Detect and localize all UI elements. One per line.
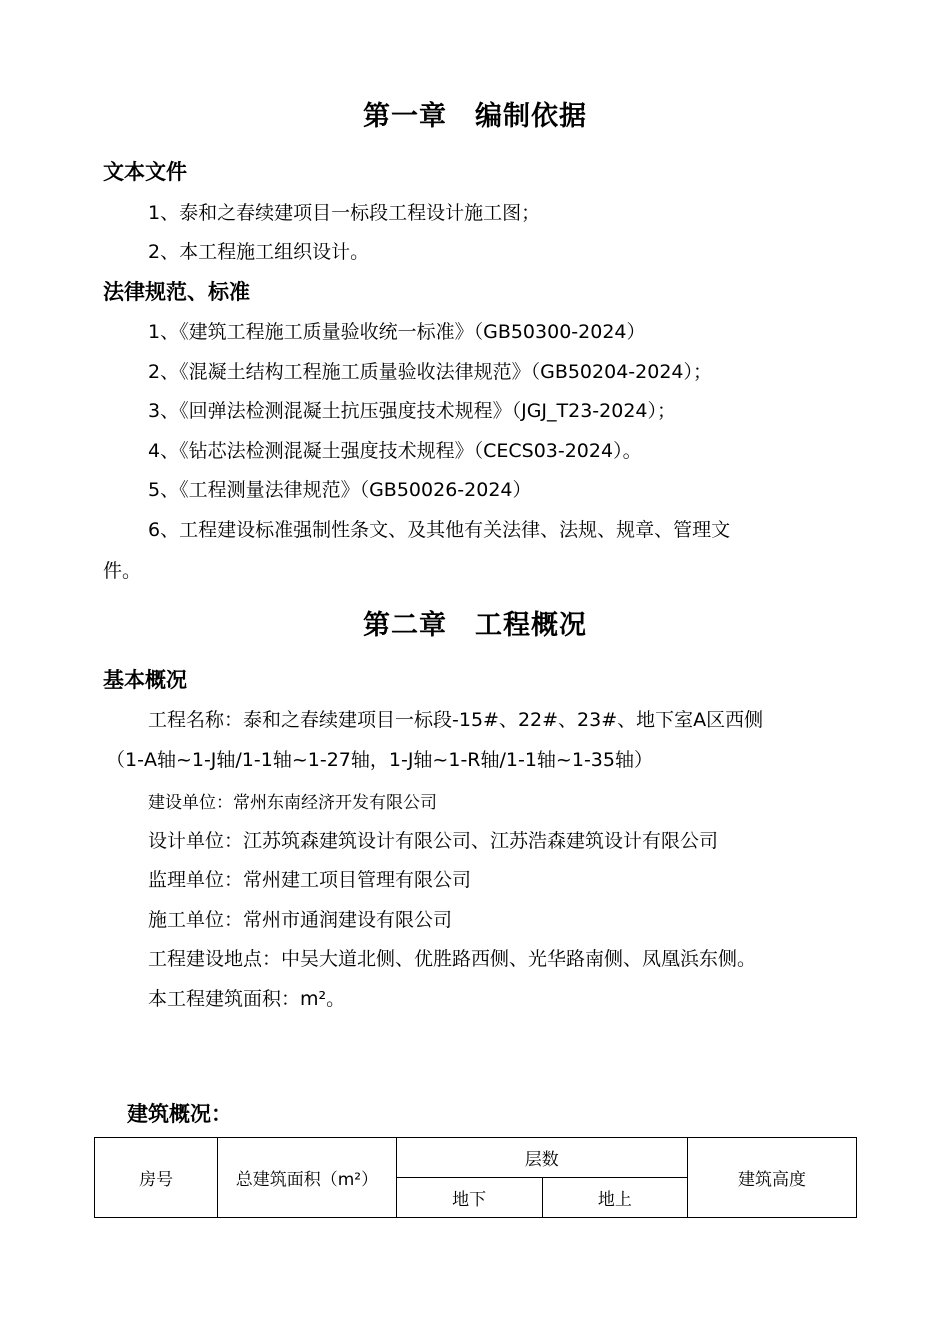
- section-heading-building-overview: 建筑概况：: [127, 1102, 232, 1126]
- project-name-continued: （1-A轴~1-J轴/1-1轴~1-27轴，1-J轴~1-R轴/1-1轴~1-35轴）: [106, 749, 653, 771]
- header-total-area: 总建筑面积（m²）: [218, 1138, 396, 1218]
- building-overview-table: [94, 1137, 857, 1218]
- document-item-1: 1、泰和之春续建项目一标段工程设计施工图；: [148, 202, 541, 224]
- standard-item-3: 3、《回弹法检测混凝土抗压强度技术规程》（JGJ_T23-2024）；: [148, 400, 677, 422]
- owner-unit: 建设单位：常州东南经济开发有限公司: [148, 793, 437, 813]
- header-height: 建筑高度: [687, 1138, 856, 1218]
- table-header-row: [95, 1138, 857, 1178]
- project-name: 工程名称：泰和之春续建项目一标段-15#、22#、23#、地下室A区西侧: [148, 709, 764, 731]
- section-heading-basic-overview: 基本概况: [103, 668, 187, 692]
- project-location: 工程建设地点：中吴大道北侧、优胜路西侧、光华路南侧、凤凰浜东侧。: [148, 948, 757, 970]
- standard-item-1: 1、《建筑工程施工质量验收统一标准》（GB50300-2024）: [148, 321, 646, 343]
- document-item-2: 2、本工程施工组织设计。: [148, 241, 370, 263]
- construction-unit: 施工单位：常州市通润建设有限公司: [148, 909, 453, 931]
- design-unit: 设计单位：江苏筑森建筑设计有限公司、江苏浩森建筑设计有限公司: [148, 830, 719, 852]
- header-below-ground: 地下: [396, 1178, 542, 1218]
- header-above-ground: 地上: [542, 1178, 687, 1218]
- building-area: 本工程建筑面积：m²。: [148, 988, 346, 1010]
- chapter2-title: 第二章 工程概况: [363, 610, 587, 641]
- supervision-unit: 监理单位：常州建工项目管理有限公司: [148, 869, 472, 891]
- standard-item-2: 2、《混凝土结构工程施工质量验收法律规范》（GB50204-2024）；: [148, 361, 712, 383]
- header-room: 房号: [95, 1138, 218, 1218]
- standard-item-6-continued: 件。: [103, 560, 142, 582]
- standard-item-4: 4、《钻芯法检测混凝土强度技术规程》（CECS03-2024）。: [148, 440, 642, 462]
- standard-item-6: 6、工程建设标准强制性条文、及其他有关法律、法规、规章、管理文: [148, 519, 731, 541]
- header-floors: 层数: [396, 1138, 687, 1178]
- section-heading-documents: 文本文件: [103, 160, 187, 184]
- section-heading-standards: 法律规范、标准: [103, 280, 250, 304]
- standard-item-5: 5、《工程测量法律规范》（GB50026-2024）: [148, 479, 532, 501]
- chapter1-title: 第一章 编制依据: [363, 101, 587, 132]
